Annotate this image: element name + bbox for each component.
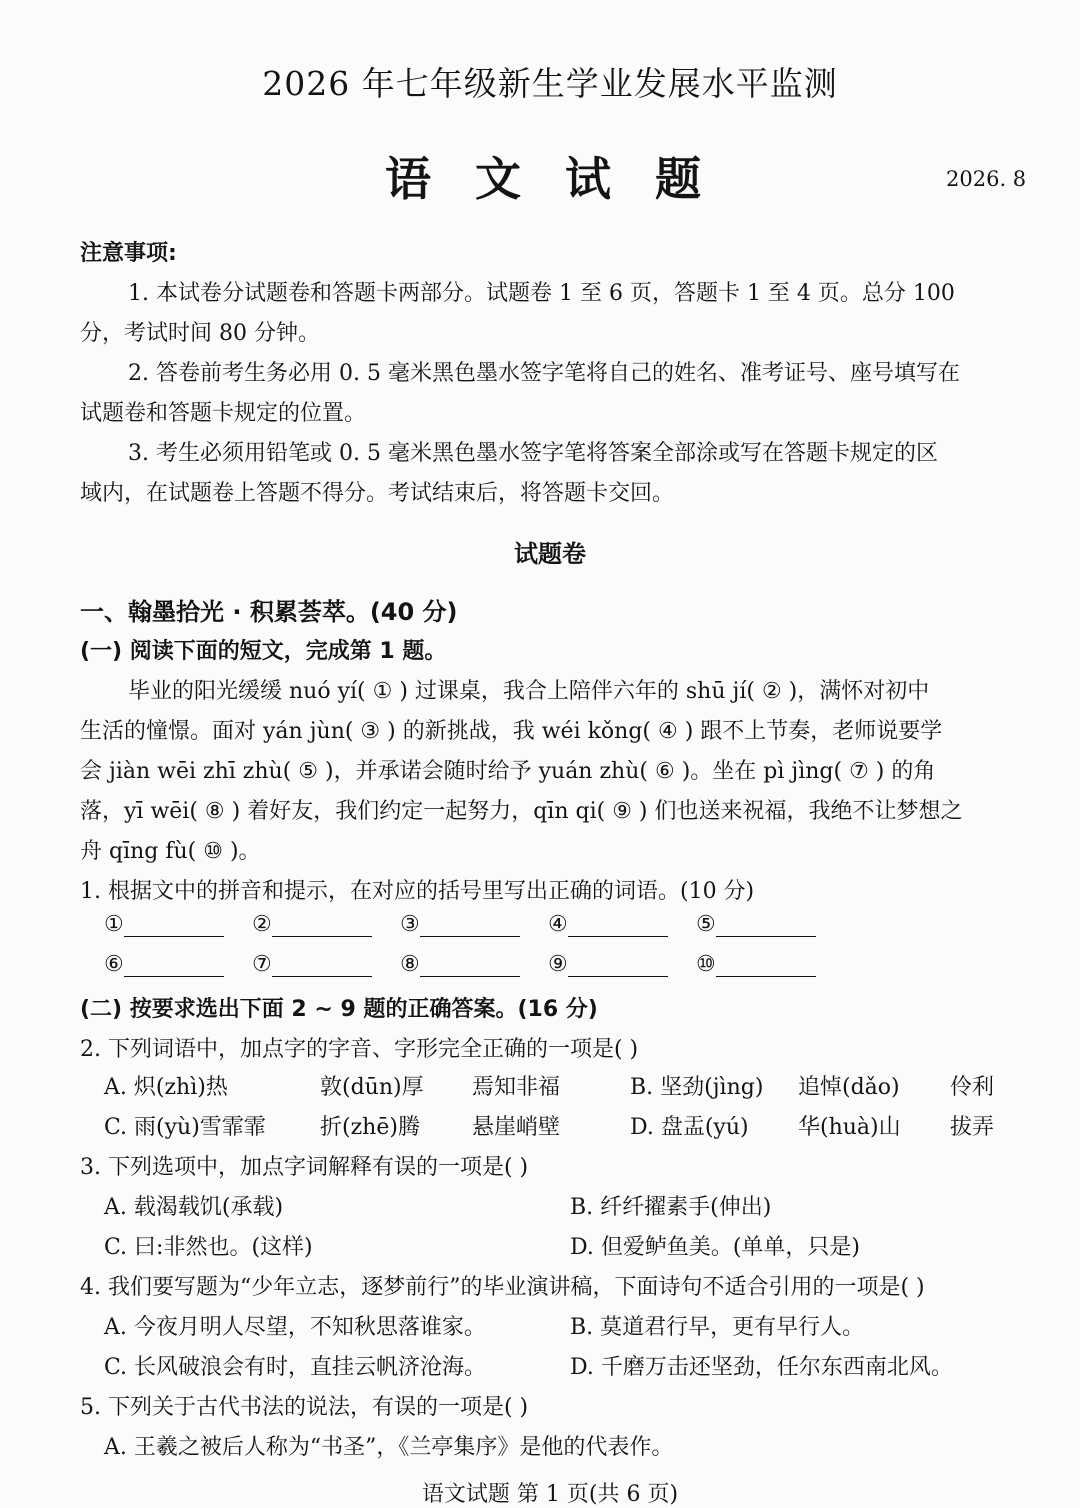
q2-option-a-word3: 焉知非福 <box>472 1075 561 1100</box>
q4-option-a[interactable]: A. 今夜月明人尽望，不知秋思落谁家。 <box>104 1315 486 1340</box>
question-2: 2. 下列词语中，加点字的字音、字形完全正确的一项是( ) <box>80 1037 639 1062</box>
blank-1[interactable] <box>104 912 252 937</box>
part2-title: (二) 按要求选出下面 2 ~ 9 题的正确答案。(16 分) <box>80 997 598 1022</box>
q3-option-b[interactable]: B. 纤纤擢素手(伸出) <box>570 1195 772 1220</box>
exam-date: 2026. 8 <box>946 167 1027 191</box>
blank-line <box>124 914 224 937</box>
notice-item3-line2: 域内，在试题卷上答题不得分。考试结束后，将答题卡交回。 <box>80 481 675 506</box>
q2-option-b-word3: 伶利 <box>950 1075 995 1100</box>
blank-label: ⑦ <box>252 952 272 977</box>
blank-2[interactable] <box>252 912 400 937</box>
blank-9[interactable] <box>548 952 696 977</box>
question-5: 5. 下列关于古代书法的说法，有误的一项是( ) <box>80 1395 529 1420</box>
blank-4[interactable] <box>548 912 696 937</box>
q3-option-a[interactable]: A. 载渴载饥(承载) <box>104 1195 284 1220</box>
part1-title: (一) 阅读下面的短文，完成第 1 题。 <box>80 639 447 664</box>
blank-line <box>568 914 668 937</box>
notice-item2-line2: 试题卷和答题卡规定的位置。 <box>80 401 367 426</box>
notice-item1-line1: 1. 本试卷分试题卷和答题卡两部分。试题卷 1 至 6 页，答题卡 1 至 4 页。总分 100 <box>128 281 955 306</box>
q2-option-b-word1[interactable]: B. 坚劲(jìng) <box>630 1075 764 1100</box>
passage-line-2: 生活的憧憬。面对 yán jùn( ③ ) 的新挑战，我 wéi kǒng( ④ ) 跟不上节奏，老师说要学 <box>80 719 943 744</box>
q2-option-d-word3: 拔弄 <box>950 1115 995 1140</box>
q2-option-a-word1[interactable]: A. 炽(zhì)热 <box>104 1075 228 1100</box>
q2-option-a-word2: 敦(dūn)厚 <box>320 1075 424 1100</box>
passage-line-1: 毕业的阳光缓缓 nuó yí( ① ) 过课桌，我合上陪伴六年的 shū jí( ② )，满怀对初中 <box>128 679 930 704</box>
blank-5[interactable] <box>696 912 844 937</box>
question-1: 1. 根据文中的拼音和提示，在对应的括号里写出正确的词语。(10 分) <box>80 879 755 904</box>
blank-line <box>716 954 816 977</box>
section1-title: 一、翰墨拾光 · 积累荟萃。(40 分) <box>80 598 458 626</box>
answer-blanks-row-2 <box>104 952 844 977</box>
blank-label: ⑨ <box>548 952 568 977</box>
blank-label: ④ <box>548 912 568 937</box>
blank-line <box>272 914 372 937</box>
q5-option-a[interactable]: A. 王羲之被后人称为“书圣”，《兰亭集序》是他的代表作。 <box>104 1435 674 1460</box>
blank-line <box>272 954 372 977</box>
blank-8[interactable] <box>400 952 548 977</box>
subject-title: 语 文 试 题 <box>384 152 716 206</box>
notice-item1-line2: 分，考试时间 80 分钟。 <box>80 321 320 346</box>
passage-line-5: 舟 qīng fù( ⑩ )。 <box>80 839 261 864</box>
question-3: 3. 下列选项中，加点字词解释有误的一项是( ) <box>80 1155 529 1180</box>
blank-line <box>716 914 816 937</box>
blank-label: ② <box>252 912 272 937</box>
blank-label: ⑤ <box>696 912 716 937</box>
passage-line-3: 会 jiàn wēi zhī zhù( ⑤ )，并承诺会随时给予 yuán zhù( ⑥ )。坐在 pì jìng( ⑦ ) 的角 <box>80 759 936 784</box>
page-footer: 语文试题 第 1 页(共 6 页) <box>421 1482 679 1507</box>
blank-label: ⑥ <box>104 952 124 977</box>
q3-option-c[interactable]: C. 曰:非然也。(这样) <box>104 1235 313 1260</box>
q4-option-d[interactable]: D. 千磨万击还坚劲，任尔东西南北风。 <box>570 1355 953 1380</box>
q2-option-c-word1[interactable]: C. 雨(yù)雪霏霏 <box>104 1115 266 1140</box>
q4-option-c[interactable]: C. 长风破浪会有时，直挂云帆济沧海。 <box>104 1355 487 1380</box>
blank-label: ⑩ <box>696 952 716 977</box>
q2-option-d-word2: 华(huà)山 <box>798 1115 901 1140</box>
q2-option-c-word3: 悬崖峭壁 <box>472 1115 561 1140</box>
paper-heading: 试题卷 <box>514 540 586 568</box>
question-4: 4. 我们要写题为“少年立志，逐梦前行”的毕业演讲稿，下面诗句不适合引用的一项是( ) <box>80 1275 925 1300</box>
answer-blanks-row-1 <box>104 912 844 937</box>
blank-line <box>420 914 520 937</box>
blank-7[interactable] <box>252 952 400 977</box>
blank-label: ③ <box>400 912 420 937</box>
passage-line-4: 落，yī wēi( ⑧ ) 着好友，我们约定一起努力，qīn qi( ⑨ ) 们也送来祝福，我绝不让梦想之 <box>80 799 963 824</box>
blank-line <box>420 954 520 977</box>
exam-title: 2026 年七年级新生学业发展水平监测 <box>262 64 838 103</box>
blank-line <box>568 954 668 977</box>
blank-10[interactable] <box>696 952 844 977</box>
blank-line <box>124 954 224 977</box>
blank-label: ⑧ <box>400 952 420 977</box>
blank-6[interactable] <box>104 952 252 977</box>
q2-option-d-word1[interactable]: D. 盘盂(yú) <box>630 1115 749 1140</box>
q2-option-c-word2: 折(zhē)腾 <box>320 1115 420 1140</box>
q4-option-b[interactable]: B. 莫道君行早，更有早行人。 <box>570 1315 865 1340</box>
notice-item3-line1: 3. 考生必须用铅笔或 0. 5 毫米黑色墨水签字笔将答案全部涂或写在答题卡规定的区 <box>128 441 938 466</box>
notice-item2-line1: 2. 答卷前考生务必用 0. 5 毫米黑色墨水签字笔将自己的姓名、准考证号、座号填写在 <box>128 361 960 386</box>
q2-option-b-word2: 追悼(dǎo) <box>798 1075 900 1100</box>
notice-heading: 注意事项: <box>80 241 177 266</box>
q3-option-d[interactable]: D. 但爱鲈鱼美。(单单，只是) <box>570 1235 861 1260</box>
blank-label: ① <box>104 912 124 937</box>
blank-3[interactable] <box>400 912 548 937</box>
